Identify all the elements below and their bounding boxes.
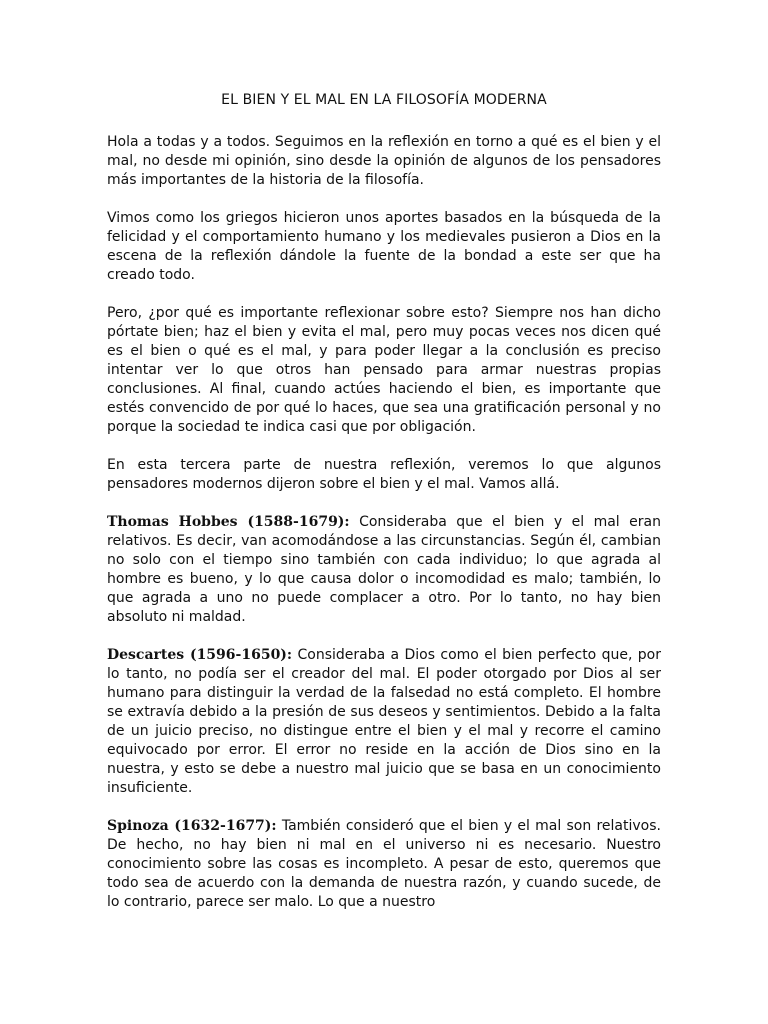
paragraph-why-reflect: Pero, ¿por qué es importante reflexionar sobre esto? Siempre nos han dicho pórtate bien; haz el bien y evita el mal, pero muy pocas veces nos dicen qué es el bien o qué es el mal, y para poder llegar a la conclusión es preciso intentar ver lo que otros han pensado para armar nuestras propias conclusiones. Al final, cuando actúes haciendo el bien, es importante que estés convencido de por qué lo haces, que sea una gratificación personal y no porque la sociedad te indica casi que por obligación. bbox=[107, 305, 661, 435]
paragraph-intro: Hola a todas y a todos. Seguimos en la reflexión en torno a qué es el bien y el mal, no desde mi opinión, sino desde la opinión de algunos de los pensadores más importantes de la historia de la filosofía. bbox=[107, 134, 661, 188]
philosopher-text-spinoza: También consideró que el bien y el mal son relativos. De hecho, no hay bien ni mal en el universo ni es necesario. Nuestro conocimiento sobre las cosas es incompleto. A pesar de esto, queremos que todo sea de acuerdo con la demanda de nuestra razón, y cuando sucede, de lo contrario, parece ser malo. Lo que a nuestro bbox=[107, 818, 661, 910]
document-page bbox=[107, 90, 661, 1020]
document-title: EL BIEN Y EL MAL EN LA FILOSOFÍA MODERNA bbox=[221, 92, 547, 108]
philosopher-text-hobbes: Consideraba que el bien y el mal eran relativos. Es decir, van acomodándose a las circunstancias. Según él, cambian no solo con el tiempo sino también con cada individuo; lo que agrada al hombre es bueno, y lo que causa dolor o incomodidad es malo; también, lo que agrada a uno no puede complacer a otro. Por lo tanto, no hay bien absoluto ni maldad. bbox=[107, 514, 661, 625]
paragraph-hobbes bbox=[107, 513, 661, 627]
paragraph-third-part: En esta tercera parte de nuestra reflexión, veremos lo que algunos pensadores modernos dijeron sobre el bien y el mal. Vamos allá. bbox=[107, 457, 661, 492]
philosopher-name-spinoza: Spinoza (1632-1677): bbox=[107, 818, 277, 834]
paragraph-greeks-medievals: Vimos como los griegos hicieron unos aportes basados en la búsqueda de la felicidad y el comportamiento humano y los medievales pusieron a Dios en la escena de la reflexión dándole la fuente de la bondad a este ser que ha creado todo. bbox=[107, 210, 661, 283]
philosopher-text-descartes: Consideraba a Dios como el bien perfecto que, por lo tanto, no podía ser el creador del mal. El poder otorgado por Dios al ser humano para distinguir la verdad de la falsedad no está completo. El hombre se extravía debido a la presión de sus deseos y sentimientos. Debido a la falta de un juicio preciso, no distingue entre el bien y el mal y recorre el camino equivocado por error. El error no reside en la acción de Dios sino en la nuestra, y esto se debe a nuestro mal juicio que se basa en un conocimiento insuficiente. bbox=[107, 647, 661, 796]
philosopher-name-descartes: Descartes (1596-1650): bbox=[107, 647, 293, 663]
philosopher-name-hobbes: Thomas Hobbes (1588-1679): bbox=[107, 514, 350, 530]
paragraph-descartes bbox=[107, 646, 661, 798]
paragraph-spinoza bbox=[107, 817, 661, 912]
